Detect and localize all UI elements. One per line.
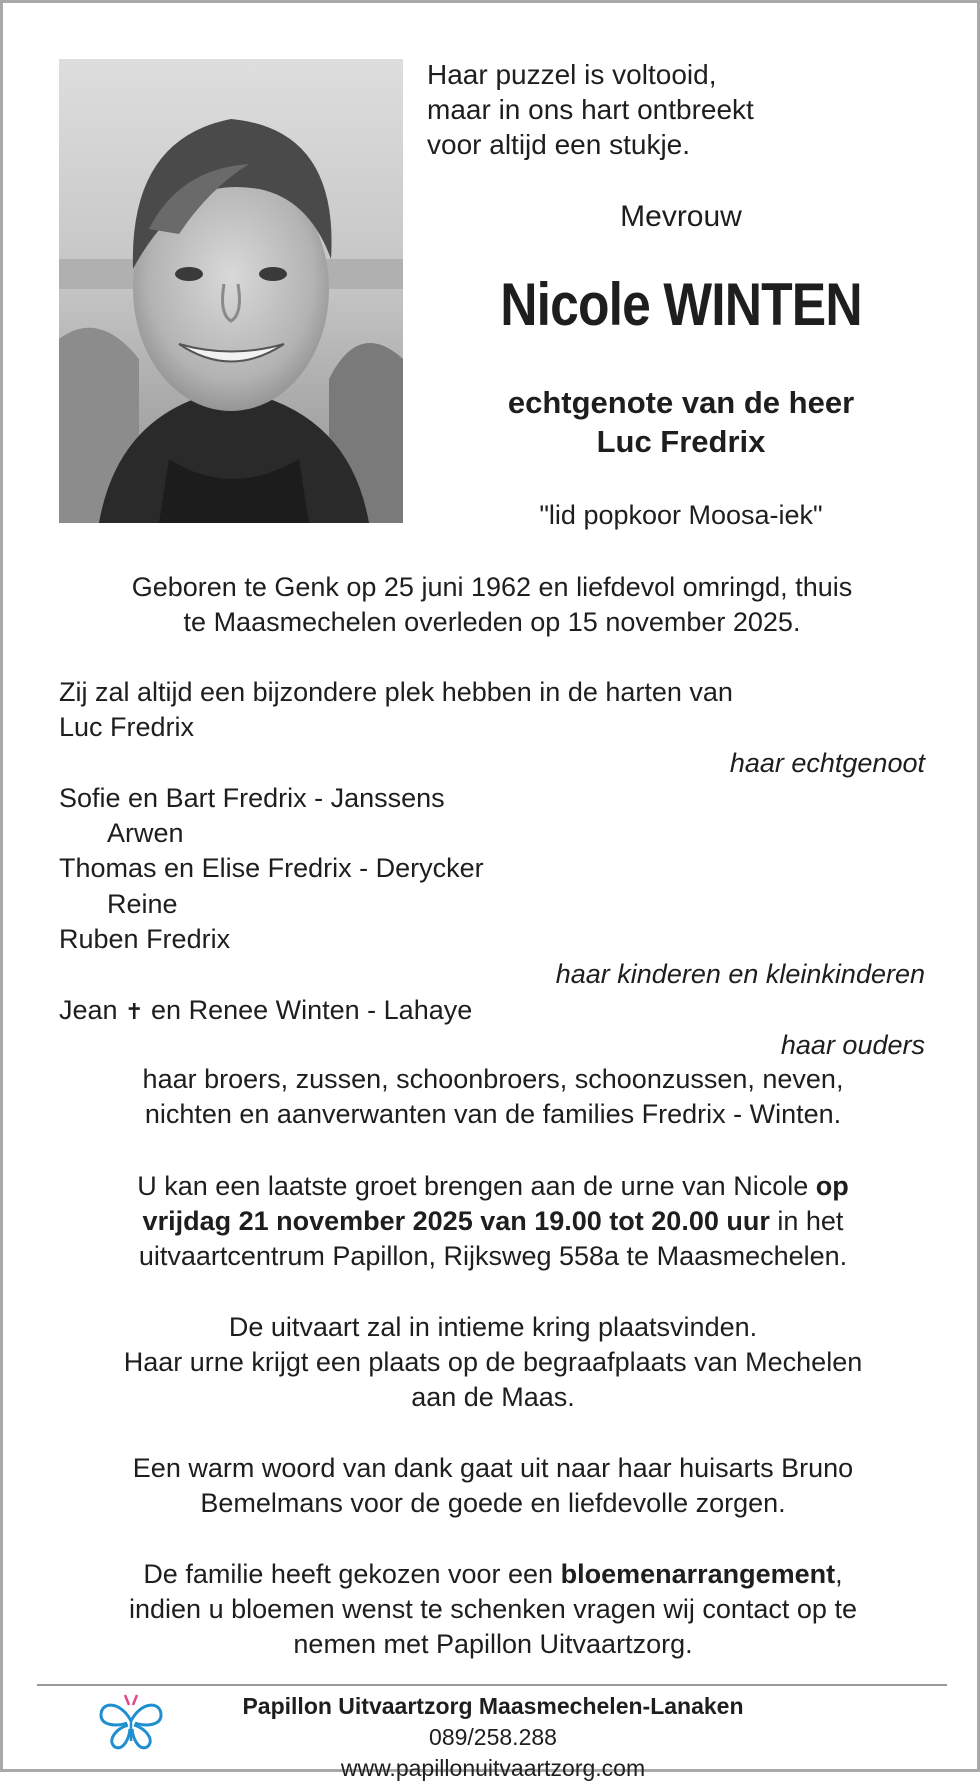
thanks-line: Bemelmans voor de goede en liefdevolle zorgen. bbox=[200, 1488, 786, 1518]
flowers-text: , bbox=[835, 1559, 843, 1589]
extended-family bbox=[43, 1062, 943, 1132]
quote-line: voor altijd een stukje. bbox=[427, 129, 691, 160]
salutation: Mevrouw bbox=[620, 200, 742, 233]
family-member: Thomas en Elise Fredrix - Derycker bbox=[59, 853, 484, 884]
extended-line: haar broers, zussen, schoonbroers, schoonzussen, neven, bbox=[142, 1064, 844, 1094]
funeral-line: Haar urne krijgt een plaats op de begraafplaats van Mechelen bbox=[123, 1347, 863, 1377]
visitation-notice bbox=[43, 1169, 943, 1274]
relation-label: haar ouders bbox=[780, 1029, 925, 1060]
funeral-home-phone: 089/258.288 bbox=[429, 1724, 557, 1750]
membership-note: "lid popkoor Moosa-iek" bbox=[539, 500, 823, 530]
funeral-notice bbox=[43, 1310, 943, 1415]
family-member: Ruben Fredrix bbox=[59, 924, 231, 955]
relation-label: haar kinderen en kleinkinderen bbox=[555, 959, 925, 990]
flowers-line: indien u bloemen wenst te schenken vragen wij contact op te bbox=[129, 1594, 857, 1624]
parent-name: en Renee Winten - Lahaye bbox=[151, 994, 473, 1025]
flowers-emphasis: bloemenarrangement bbox=[560, 1559, 836, 1589]
birth-death-notice bbox=[59, 570, 925, 640]
funeral-home-line bbox=[183, 1691, 803, 1753]
cross-icon: ✝ bbox=[125, 998, 144, 1024]
quote-line: Haar puzzel is voltooid, bbox=[427, 59, 717, 90]
funeral-home-name: Papillon Uitvaartzorg Maasmechelen-Lanaken bbox=[242, 1693, 744, 1719]
visitation-line bbox=[43, 1204, 943, 1239]
visitation-date: vrijdag 21 november 2025 van 19.00 tot 20.00 uur bbox=[142, 1206, 770, 1236]
deceased-name: Nicole WINTEN bbox=[500, 271, 862, 338]
butterfly-logo-icon bbox=[95, 1691, 167, 1753]
birth-line: Geboren te Genk op 25 juni 1962 en liefdevol omringd, thuis bbox=[131, 572, 853, 602]
parent-name: Jean bbox=[59, 994, 118, 1025]
footer-divider bbox=[37, 1684, 947, 1686]
visitation-line: uitvaartcentrum Papillon, Rijksweg 558a te Maasmechelen. bbox=[138, 1241, 848, 1271]
family-member: Arwen bbox=[107, 818, 184, 849]
funeral-line: aan de Maas. bbox=[411, 1382, 575, 1412]
spouse-name: Luc Fredrix bbox=[596, 424, 766, 459]
relation-label: haar echtgenoot bbox=[729, 747, 925, 778]
family-member: Sofie en Bart Fredrix - Janssens bbox=[59, 782, 445, 813]
family-member bbox=[59, 993, 925, 1028]
flowers-line: nemen met Papillon Uitvaartzorg. bbox=[293, 1629, 693, 1659]
family-member: Reine bbox=[107, 888, 178, 919]
visitation-line bbox=[43, 1169, 943, 1204]
family-intro: Zij zal altijd een bijzondere plek hebben in de harten van bbox=[59, 677, 733, 707]
thanks-notice bbox=[43, 1451, 943, 1521]
extended-line: nichten en aanverwanten van de families Fredrix - Winten. bbox=[144, 1099, 842, 1129]
funeral-home-info bbox=[183, 1691, 803, 1784]
quote-line: maar in ons hart ontbreekt bbox=[427, 94, 754, 125]
visitation-text: in het bbox=[777, 1206, 844, 1236]
flowers-notice bbox=[43, 1557, 943, 1662]
flowers-line bbox=[43, 1557, 943, 1592]
portrait-photo bbox=[59, 59, 403, 523]
memorial-quote bbox=[427, 57, 867, 162]
spouse-relation: echtgenote van de heer bbox=[507, 385, 855, 420]
family-list bbox=[59, 675, 925, 1063]
family-spouse: Luc Fredrix bbox=[59, 712, 195, 743]
visitation-text: U kan een laatste groet brengen aan de urne van Nicole bbox=[137, 1171, 809, 1201]
flowers-text: De familie heeft gekozen voor een bbox=[143, 1559, 554, 1589]
death-line: te Maasmechelen overleden op 15 november 2025. bbox=[183, 607, 801, 637]
thanks-line: Een warm woord van dank gaat uit naar haar huisarts Bruno bbox=[132, 1453, 854, 1483]
funeral-home-website: www.papillonuitvaartzorg.com bbox=[340, 1755, 646, 1781]
visitation-emphasis: op bbox=[815, 1171, 849, 1201]
spouse-line bbox=[423, 383, 939, 461]
funeral-line: De uitvaart zal in intieme kring plaatsvinden. bbox=[228, 1312, 758, 1342]
